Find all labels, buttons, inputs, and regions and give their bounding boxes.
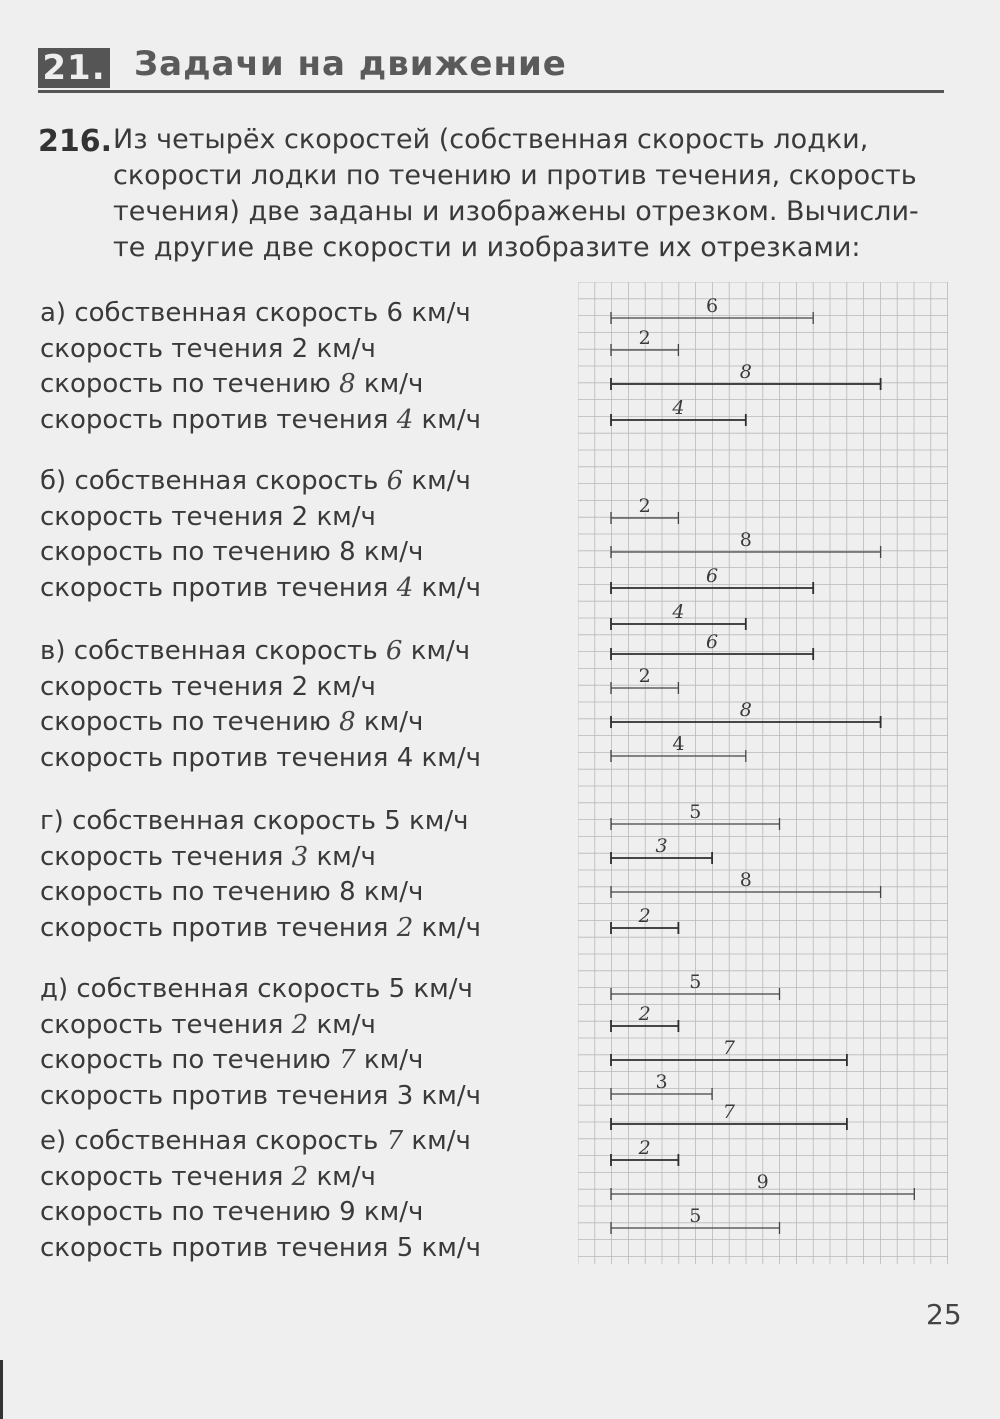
row-text: скорость против течения 5 км/ч xyxy=(40,1232,481,1263)
handwritten-answer: 8 xyxy=(339,707,356,737)
exercise-row xyxy=(40,911,580,947)
exercise-row xyxy=(40,332,580,368)
exercise-part xyxy=(40,464,580,606)
segment-label: 5 xyxy=(689,1205,702,1227)
segment-label: 6 xyxy=(706,295,719,317)
page-edge-mark xyxy=(0,1360,3,1419)
row-text: а) собственная скорость 6 км/ч xyxy=(40,298,471,328)
exercise-row xyxy=(40,464,580,500)
row-text: г) собственная скорость 5 км/ч xyxy=(40,806,469,836)
unit-text: км/ч xyxy=(403,1126,471,1156)
handwritten-answer: 6 xyxy=(386,466,404,496)
task-line: Из четырёх скоростей (собственная скорость лодки, xyxy=(113,124,869,155)
exercise-row xyxy=(40,634,580,670)
task-line: скорости лодки по течению и против течения, скорость xyxy=(113,160,917,191)
segment-label: 2 xyxy=(638,495,651,517)
task-number: 216. xyxy=(38,124,113,159)
row-text: в) собственная скорость xyxy=(40,636,386,666)
row-text: скорость течения xyxy=(40,1009,292,1040)
grid-paper xyxy=(578,282,948,1264)
unit-text: км/ч xyxy=(402,636,471,666)
row-text: скорость по течению xyxy=(40,1045,340,1075)
segment-label: 2 xyxy=(638,665,651,687)
exercise-row xyxy=(40,1231,580,1267)
unit-text: км/ч xyxy=(308,841,376,872)
row-text: скорость по течению 8 км/ч xyxy=(40,537,424,567)
unit-text: км/ч xyxy=(355,369,424,399)
unit-text: км/ч xyxy=(403,466,471,496)
handwritten-answer: 7 xyxy=(339,1045,356,1075)
unit-text: км/ч xyxy=(355,707,424,737)
row-text: скорость течения xyxy=(40,1161,292,1192)
segment-label: 2 xyxy=(638,905,651,927)
exercise-row xyxy=(40,670,580,706)
row-text: скорость течения 2 км/ч xyxy=(40,501,376,532)
row-text: скорость течения 2 км/ч xyxy=(40,671,376,702)
handwritten-answer: 6 xyxy=(385,636,403,666)
row-text: д) собственная скорость 5 км/ч xyxy=(40,974,473,1004)
exercise-row xyxy=(40,1079,580,1115)
page-number: 25 xyxy=(926,1298,962,1331)
exercise-row xyxy=(40,875,580,911)
segment-label: 6 xyxy=(706,631,719,653)
row-text: скорость против течения xyxy=(40,572,397,603)
exercise-part xyxy=(40,634,580,776)
exercise-row xyxy=(40,972,580,1008)
unit-text: км/ч xyxy=(355,1045,424,1075)
segment-label: 7 xyxy=(722,1101,735,1123)
segment-label: 4 xyxy=(672,601,685,623)
row-text: е) собственная скорость xyxy=(40,1126,387,1156)
unit-text: км/ч xyxy=(308,1009,376,1040)
handwritten-answer: 2 xyxy=(291,1009,309,1040)
task-line: те другие две скорости и изобразите их отрезками: xyxy=(113,232,861,263)
row-text: б) собственная скорость xyxy=(40,466,387,496)
row-text: скорость по течению 9 км/ч xyxy=(40,1197,424,1227)
exercise-row xyxy=(40,403,580,439)
exercise-part xyxy=(40,296,580,438)
segment-label: 4 xyxy=(672,397,685,419)
segment-label: 6 xyxy=(706,565,719,587)
task-line: течения) две заданы и изображены отрезком. Вычисли- xyxy=(113,196,919,227)
unit-text: км/ч xyxy=(413,572,481,603)
row-text: скорость против течения xyxy=(40,404,397,435)
segment-label: 8 xyxy=(739,869,752,891)
exercise-row xyxy=(40,1160,580,1196)
handwritten-answer: 2 xyxy=(396,912,414,943)
exercise-row xyxy=(40,296,580,332)
section-header xyxy=(38,38,944,94)
segment-label: 2 xyxy=(638,1137,651,1159)
segment-label: 8 xyxy=(739,529,752,551)
segment-label: 7 xyxy=(722,1037,735,1059)
segment-label: 2 xyxy=(638,327,651,349)
exercise-row xyxy=(40,571,580,607)
section-divider xyxy=(38,90,944,93)
segment-label: 5 xyxy=(689,801,702,823)
exercise-row xyxy=(40,804,580,840)
row-text: скорость по течению xyxy=(40,369,340,399)
section-title: Задачи на движение xyxy=(134,44,567,84)
exercise-row xyxy=(40,367,580,403)
exercise-row xyxy=(40,1043,580,1079)
row-text: скорость по течению 8 км/ч xyxy=(40,877,424,907)
row-text: скорость течения 2 км/ч xyxy=(40,333,376,364)
segment-label: 8 xyxy=(739,699,752,721)
exercise-row xyxy=(40,500,580,536)
exercise-row xyxy=(40,535,580,571)
row-text: скорость против течения 3 км/ч xyxy=(40,1080,481,1111)
row-text: скорость против течения xyxy=(40,912,397,943)
task-statement xyxy=(113,122,948,266)
row-text: скорость течения xyxy=(40,841,292,872)
exercise-part xyxy=(40,1124,580,1266)
row-text: скорость против течения 4 км/ч xyxy=(40,742,481,773)
unit-text: км/ч xyxy=(308,1161,376,1192)
exercise-row xyxy=(40,1195,580,1231)
segment-label: 5 xyxy=(689,971,702,993)
segment-label: 8 xyxy=(739,361,752,383)
unit-text: км/ч xyxy=(413,404,481,435)
exercise-part xyxy=(40,804,580,946)
exercise-row xyxy=(40,1124,580,1160)
segment-label: 2 xyxy=(638,1003,651,1025)
exercise-row xyxy=(40,1008,580,1044)
exercise-row xyxy=(40,705,580,741)
unit-text: км/ч xyxy=(413,912,481,943)
handwritten-answer: 4 xyxy=(396,404,414,435)
segment-label: 9 xyxy=(756,1171,769,1193)
handwritten-answer: 7 xyxy=(386,1126,404,1156)
segment-label: 4 xyxy=(672,733,685,755)
handwritten-answer: 2 xyxy=(291,1161,309,1192)
handwritten-answer: 8 xyxy=(339,369,356,399)
segment-label: 3 xyxy=(655,835,668,857)
exercise-part xyxy=(40,972,580,1114)
handwritten-answer: 3 xyxy=(291,841,309,872)
handwritten-answer: 4 xyxy=(396,572,414,603)
exercise-row xyxy=(40,840,580,876)
exercise-row xyxy=(40,741,580,777)
row-text: скорость по течению xyxy=(40,707,340,737)
segment-label: 3 xyxy=(655,1071,668,1093)
section-number: 21. xyxy=(38,48,110,88)
